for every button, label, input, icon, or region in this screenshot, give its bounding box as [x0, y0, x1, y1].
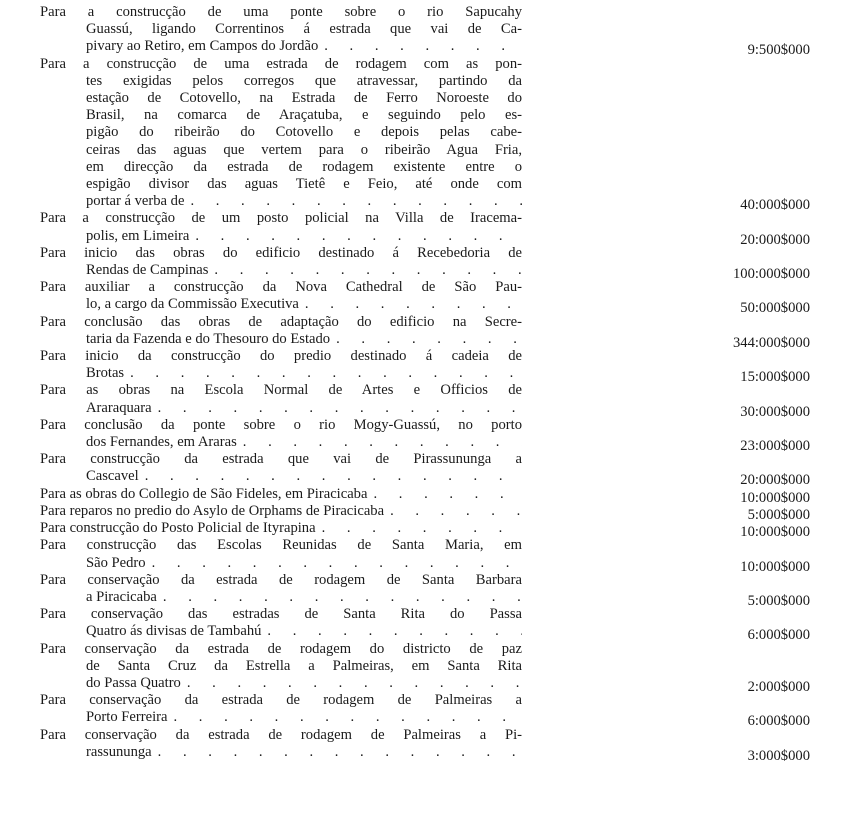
entry-line: Para inicio da construcção do predio destinado á cadeia de	[40, 348, 522, 365]
entry-amount: 20:000$000	[740, 231, 810, 248]
entry-amount: 3:000$000	[747, 747, 810, 764]
entry-line: Para conservação da estrada de rodagem do districto de paz	[40, 640, 522, 657]
entry-line-text: do Passa Quatro	[86, 674, 181, 691]
dot-leader	[167, 709, 522, 726]
entry-description	[40, 56, 522, 211]
entry-line: em direcção da estrada de rodagem existente entre o	[86, 158, 522, 175]
entry-line-text: portar á verba de	[86, 193, 185, 210]
entry-line-text: Brotas	[86, 365, 125, 382]
appropriation-entry	[40, 210, 810, 248]
entry-line-text: a Piracicaba	[86, 588, 157, 605]
entry-line	[40, 468, 522, 485]
entry-line: Para conservação das estradas de Santa Rita do Passa	[40, 606, 522, 623]
entry-amount: 30:000$000	[740, 403, 810, 420]
entry-line-text: Porto Ferreira	[86, 709, 168, 726]
entry-line: Para a construcção de uma estrada de rodagem com as pon-	[40, 55, 522, 72]
dot-leader	[124, 365, 522, 382]
entry-description	[40, 245, 522, 279]
entry-amount: 10:000$000	[740, 524, 810, 541]
entry-description	[40, 727, 522, 761]
entry-description	[40, 520, 522, 537]
entry-amount: 10:000$000	[740, 489, 810, 506]
entry-line: Para a construcção de um posto policial na Villa de Iracema-	[40, 210, 522, 227]
dot-leader	[181, 675, 522, 692]
entry-line	[40, 744, 522, 761]
entry-line: tes exigidas pelos corregos que atravessar, partindo da	[86, 72, 522, 89]
entry-description	[40, 537, 522, 571]
entry-line: Guassú, ligando Correntinos á estrada que vai de Ca-	[86, 21, 522, 38]
entry-amount: 5:000$000	[747, 592, 810, 609]
appropriation-entry	[40, 726, 810, 764]
entry-line: Para conclusão da ponte sobre o rio Mogy-Guassú, no porto	[40, 416, 522, 433]
entry-line	[40, 589, 522, 606]
entry-line: Para conservação da estrada de rodagem de Santa Barbara	[40, 571, 522, 588]
appropriation-entry	[40, 641, 810, 693]
entry-line-text: taria da Fazenda e do Thesouro do Estado	[86, 330, 331, 347]
entry-line: Para as obras na Escola Normal de Artes e Officios de	[40, 382, 522, 399]
entry-line-text: Cascavel	[86, 468, 139, 485]
entry-amount: 6:000$000	[747, 627, 810, 644]
entry-line	[40, 520, 522, 537]
entry-line-text: lo, a cargo da Commissão Executiva	[86, 296, 299, 313]
dot-leader	[299, 296, 522, 313]
appropriation-entry	[40, 55, 810, 214]
entry-line	[40, 365, 522, 382]
entry-line: Para conclusão das obras de adaptação do edificio na Secre-	[40, 313, 522, 330]
entry-line: estação de Cotovello, na Estrada de Ferro Noroeste do	[86, 90, 522, 107]
entry-description	[40, 382, 522, 416]
dot-leader	[208, 262, 522, 279]
entry-line	[40, 400, 522, 417]
entry-description	[40, 606, 522, 640]
entry-description	[40, 314, 522, 348]
entry-line: ceiras das aguas que vertem para o ribeirão Agua Fria,	[86, 141, 522, 158]
entry-line: Para conservação da estrada de rodagem de Palmeiras a	[40, 692, 522, 709]
entry-line	[40, 555, 522, 572]
entry-amount: 5:000$000	[747, 506, 810, 523]
entry-description	[40, 210, 522, 244]
entry-line: Brasil, na comarca de Araçatuba, e seguindo pelo es-	[86, 107, 522, 124]
dot-leader	[261, 623, 522, 640]
entry-amount: 344:000$000	[732, 334, 810, 351]
appropriation-entry	[40, 244, 810, 283]
entry-line-text: rassununga	[86, 743, 152, 760]
dot-leader	[384, 503, 522, 520]
dot-leader	[367, 486, 522, 503]
entry-line-text: Quatro ás divisas de Tambahú	[86, 623, 262, 640]
entry-description	[40, 486, 522, 503]
entry-line: Para construcção das Escolas Reunidas de Santa Maria, em	[40, 537, 522, 554]
entry-line: Para construcção da estrada que vai de Pirassununga a	[40, 451, 522, 468]
appropriation-entry	[40, 692, 810, 730]
dot-leader	[184, 193, 522, 210]
entry-line-text: dos Fernandes, em Araras	[86, 434, 237, 451]
entry-line: Para inicio das obras do edificio destinado á Recebedoria de	[40, 244, 522, 261]
entry-description	[40, 4, 522, 56]
entry-line: espigão divisor das aguas Tietê e Feio, até onde com	[86, 176, 522, 193]
entry-amount: 2:000$000	[747, 678, 810, 695]
entry-line-text: Para construcção do Posto Policial de Ityrapina	[40, 520, 316, 537]
entry-description	[40, 451, 522, 485]
entry-line-text: Araraquara	[86, 399, 152, 416]
entry-amount: 6:000$000	[747, 713, 810, 730]
dot-leader	[146, 555, 522, 572]
entry-line	[40, 486, 522, 503]
dot-leader	[316, 520, 522, 537]
entry-amount: 15:000$000	[740, 369, 810, 386]
entry-line: Para conservação da estrada de rodagem de Palmeiras a Pi-	[40, 726, 522, 743]
entry-line-text: polis, em Limeira	[86, 227, 190, 244]
entry-line	[40, 623, 522, 640]
dot-leader	[189, 228, 522, 245]
entry-line	[40, 262, 522, 279]
entry-description	[40, 503, 522, 520]
appropriation-entry	[40, 348, 810, 386]
entry-line-text: pivary ao Retiro, em Campos do Jordão	[86, 38, 319, 55]
entry-line-text: Rendas de Campinas	[86, 262, 209, 279]
entry-amount: 23:000$000	[740, 438, 810, 455]
entry-line-text: Para as obras do Collegio de São Fideles, em Piracicaba	[40, 485, 368, 502]
entry-line-text: São Pedro	[86, 554, 146, 571]
entry-description	[40, 279, 522, 313]
appropriation-entry	[40, 606, 810, 644]
entry-line	[40, 675, 522, 692]
dot-leader	[157, 589, 522, 606]
entry-line	[40, 434, 522, 451]
entry-amount: 10:000$000	[740, 558, 810, 575]
entry-line: de Santa Cruz da Estrella a Palmeiras, em Santa Rita	[86, 657, 522, 674]
entry-description	[40, 692, 522, 726]
entry-line: pigão do ribeirão do Cotovello e depois pelas cabe-	[86, 124, 522, 141]
entry-line	[40, 296, 522, 313]
entry-line	[40, 709, 522, 726]
entry-description	[40, 641, 522, 693]
dot-leader	[152, 744, 522, 761]
appropriation-entry	[40, 537, 810, 575]
entry-description	[40, 348, 522, 382]
appropriation-entry	[40, 313, 810, 351]
entry-amount: 100:000$000	[732, 266, 810, 283]
dot-leader	[318, 38, 522, 55]
entry-amount: 40:000$000	[740, 197, 810, 214]
appropriation-entry	[40, 4, 810, 59]
entry-amount: 20:000$000	[740, 472, 810, 489]
entry-line	[40, 193, 522, 210]
appropriation-entry	[40, 382, 810, 420]
entry-line	[40, 331, 522, 348]
appropriations-list	[40, 4, 810, 764]
entry-line	[40, 503, 522, 520]
entry-line	[40, 38, 522, 55]
dot-leader	[152, 400, 522, 417]
entry-amount: 9:500$000	[747, 42, 810, 59]
appropriation-entry	[40, 571, 810, 609]
entry-description	[40, 417, 522, 451]
appropriation-entry	[40, 279, 810, 317]
dot-leader	[330, 331, 522, 348]
appropriation-entry	[40, 416, 810, 455]
entry-amount: 50:000$000	[740, 300, 810, 317]
dot-leader	[139, 468, 522, 485]
entry-line-text: Para reparos no predio do Asylo de Orphams de Piracicaba	[40, 502, 385, 519]
entry-line: Para auxiliar a construcção da Nova Cathedral de São Pau-	[40, 279, 522, 296]
dot-leader	[237, 434, 522, 451]
appropriation-entry	[40, 451, 810, 489]
entry-line: Para a construcção de uma ponte sobre o rio Sapucahy	[40, 4, 522, 20]
entry-description	[40, 572, 522, 606]
entry-line	[40, 228, 522, 245]
